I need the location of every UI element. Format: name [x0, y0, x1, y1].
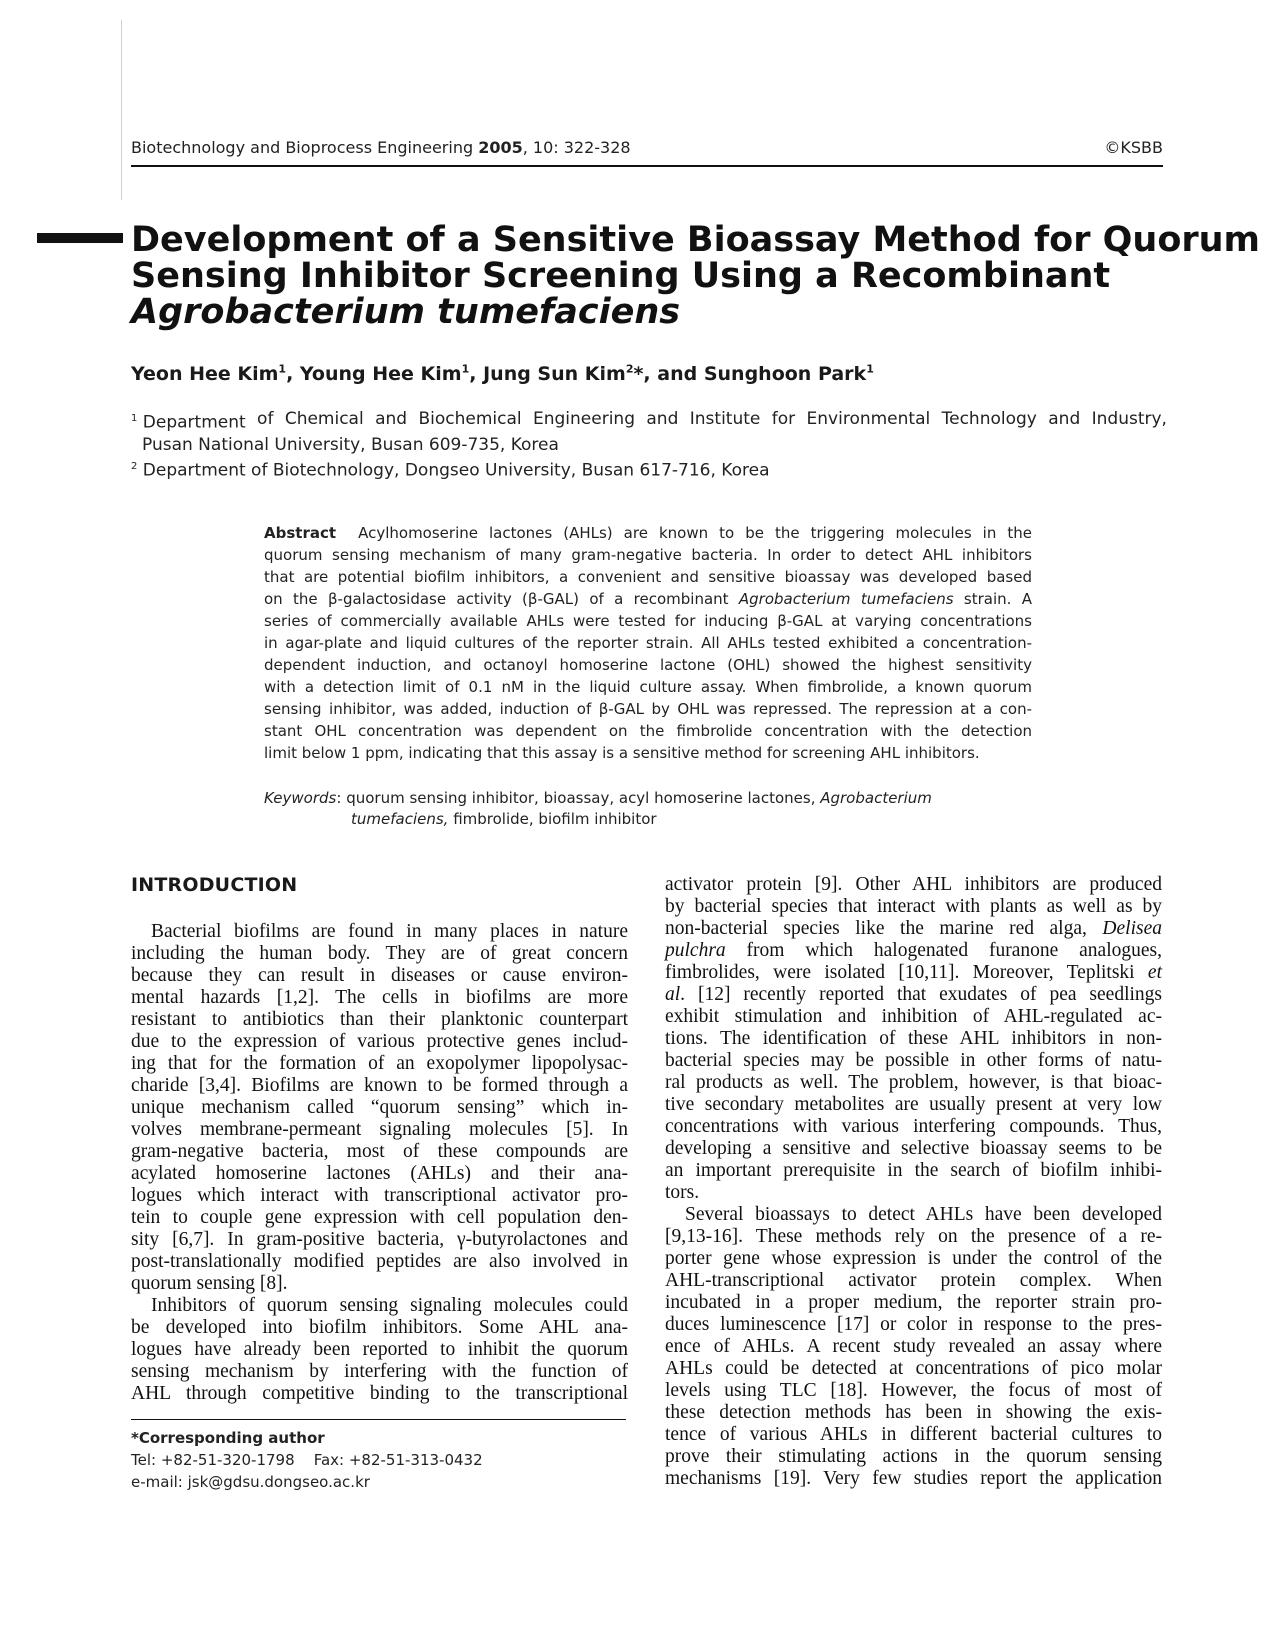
author: Yeon Hee Kim$^1$, — [131, 363, 300, 386]
footnote-rule — [131, 1419, 626, 1420]
margin-line — [121, 20, 122, 200]
abstract-label: Abstract — [264, 524, 337, 542]
copyright: ©KSBB — [1104, 138, 1163, 157]
body-column-right: activator protein [9]. Other AHL inhibitors are produced by bacterial species that interact with plants as well as by non-bacterial species like the marine red alga, Delisea pulchra from which halogenated furanone analogues, fimbrolides, were isolated [10,11]. Moreover, Teplitski et al. [12] recently reported that exudates of pea seedlings exhibit stimulation and inhibition of AHL-regulated ac- tions. The identification of these AHL inhibitors in non- bacterial species may be possible in other forms of natu- ral products as well. The problem, however, is that bioac- tive secondary metabolites are usually present at very low concentrations with various interfering compounds. Thus, developing a sensitive and selective bioassay seems to be an important prerequisite in the search of biofilm inhibi- tors. Several bioassays to detect AHLs have been developed [9,13-16]. These methods rely on the presence of a re- porter gene whose expression is under the control of the AHL-transcriptional activator protein complex. When incubated in a proper medium, the reporter strain pro- duces luminescence [17] or color in response to the pres- ence of AHLs. A recent study revealed an assay where AHLs could be detected at concentrations of pico molar levels using TLC [18]. However, the focus of most of these detection methods has been in showing the exis- tence of various AHLs in different bacterial cultures to prove their stimulating actions in the quorum sensing mechanisms [19]. Very few studies report the application — [665, 874, 1162, 1489]
journal-citation: Biotechnology and Bioprocess Engineering 2005, 10: 322-328 — [131, 138, 631, 157]
affiliation-2: $^2$ Department of Biotechnology, Dongseo University, Busan 617-716, Korea — [131, 460, 770, 481]
keywords: Keywords: quorum sensing inhibitor, bioassay, acyl homoserine lactones, Agrobacterium tumefaciens, fimbrolide, biofilm inhibitor — [264, 789, 932, 828]
author-list — [131, 363, 874, 385]
abstract: Abstract Acylhomoserine lactones (AHLs) are known to be the triggering molecules in the quorum sensing mechanism of many gram-negative bacteria. In order to detect AHL inhibitors that are potential biofilm inhibitors, a convenient and sensitive bioassay was developed based on the β-galactosidase activity (β-GAL) of a recombinant Agrobacterium tumefaciens strain. A series of commercially available AHLs were tested for inducing β-GAL at varying concentrations in agar-plate and liquid cultures of the reporter strain. All AHLs tested exhibited a concentration- dependent induction, and octanoyl homoserine lactone (OHL) showed the highest sensitivity with a detection limit of 0.1 nM in the liquid culture assay. When fimbrolide, a known quorum sensing inhibitor, was added, induction of β-GAL by OHL was repressed. The repression at a con- stant OHL concentration was dependent on the fimbrolide concentration with the detection limit below 1 ppm, indicating that this assay is a sensitive method for screening AHL inhibitors. — [264, 524, 1033, 762]
section-heading-introduction: INTRODUCTION — [131, 874, 298, 896]
affiliations: $^1$ Department of Chemical and Biochemical Engineering and Institute for Environmental Technology and Industry, Pusan National University, Busan 609-735, Korea $^2$ Department of Biotechnology, Dongseo University, Busan 617-716, Korea — [131, 409, 1167, 481]
corresponding-author-footnote: *Corresponding author Tel: +82-51-320-1798 Fax: +82-51-313-0432 e-mail: jsk@gdsu.dongseo.ac.kr — [131, 1429, 483, 1491]
body-column-left: Bacterial biofilms are found in many places in nature including the human body. They are of great concern because they can result in diseases or cause environ- mental hazards [1,2]. The cells in biofilms are more resistant to antibiotics than their planktonic counterpart due to the expression of various protective genes includ- ing that for the formation of an exopolymer lipopolysac- charide [3,4]. Biofilms are known to be formed through a unique mechanism called “quorum sensing” which in- volves membrane-permeant signaling molecules [5]. In gram-negative bacteria, most of these compounds are acylated homoserine lactones (AHLs) and their ana- logues which interact with transcriptional activator pro- tein to couple gene expression with cell population den- sity [6,7]. In gram-positive bacteria, γ-butyrolactones and post-translationally modified peptides are also involved in quorum sensing [8]. Inhibitors of quorum sensing signaling molecules could be developed into biofilm inhibitors. Some AHL ana- logues have already been reported to inhibit the quorum sensing mechanism by interfering with the function of AHL through competitive binding to the transcriptional — [131, 921, 628, 1404]
title-marker-bar — [37, 233, 123, 243]
keywords-label: Keywords — [264, 789, 337, 807]
article-title: Development of a Sensitive Bioassay Method for Quorum Sensing Inhibitor Screening Using a Recombinant Agrobacterium tumefaciens — [131, 220, 1261, 332]
header-rule — [131, 165, 1163, 167]
author: Jung Sun Kim$^2$*, and — [483, 363, 704, 386]
email: e-mail: jsk@gdsu.dongseo.ac.kr — [131, 1473, 370, 1491]
author: Young Hee Kim$^1$, — [299, 363, 484, 386]
running-header — [131, 138, 1163, 157]
affiliation-1: $^1$ Department of Chemical and Biochemical Engineering and Institute for Environmental Technology and Industry, — [131, 409, 1167, 433]
author: Sunghoon Park$^1$ — [703, 363, 874, 386]
